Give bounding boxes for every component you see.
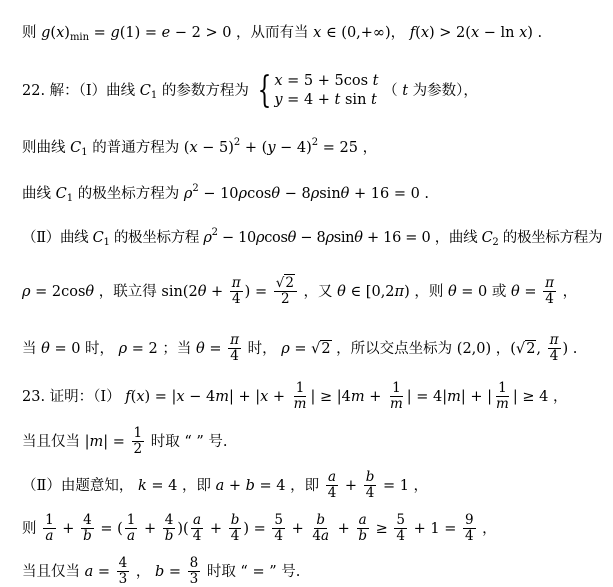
text-line-1 — [22, 24, 542, 47]
text-line-10 — [22, 470, 428, 501]
text-line-4 — [22, 180, 429, 208]
param-eq-1: x = 5 + 5cos t — [274, 73, 379, 89]
text-line-11 — [22, 513, 497, 544]
line-9-text: 当且仅当 |m| = $\frac{1}{2}$ 时取 “ ” 号. — [22, 425, 228, 457]
line-12-text: 当且仅当 a = $\frac{4}{3}$ ， b = $\frac{8}{3}$ 时取 “ = ” 号. — [22, 555, 301, 587]
line-11-text: 则 $\frac{1}{a}$ + $\frac{4}{b}$ = ( $\frac{1}{a}$ + $\frac{4}{b}$ )( $\frac{a}{4}$ + $\frac{b}{4}$ ) = $\frac{5}{4}$ + $\frac{b}{4a}$ + $\frac{a}{b}$ ≥ $\frac{5}{4}$ + 1 = $\frac{9}{4}$ ， — [22, 512, 497, 544]
text-line-3 — [22, 134, 377, 162]
line-4-text: 曲线 $C_1$ 的极坐标方程为 $\rho^2 - 10\rho\cos\theta - 8\rho\sin\theta + 16 = 0$ . — [22, 183, 430, 204]
text-line-12 — [22, 556, 300, 587]
line-2-prefix: 22. 解：（Ⅰ）曲线 $C_1$ 的参数方程为 — [22, 83, 249, 101]
text-line-5 — [22, 224, 602, 252]
text-line-6 — [22, 276, 577, 307]
text-line-7 — [22, 333, 577, 364]
parametric-system: { x = 5 + 5cos t y = 4 + t sin t — [258, 70, 379, 111]
param-eq-2: y = 4 + t sin t — [274, 92, 377, 108]
line-7-text: 当 θ = 0 时， ρ = 2 ；当 θ = $\frac{\pi}{4}$ 时， ρ = √2 ，所以交点坐标为 (2,0) ，(√2, $\frac{\pi}{4}$ ) . — [22, 332, 578, 364]
line-3-text: 则曲线 $C_1$ 的普通方程为 $(x - 5)^2 + (y - 4)^2 = 25$ ， — [22, 137, 378, 158]
text-line-8 — [22, 381, 567, 412]
line-10-text: （Ⅱ）由题意知， k = 4 ，即 a + b = 4 ，即 $\frac{a}{4}$ + $\frac{b}{4}$ = 1 ， — [22, 469, 429, 501]
text-line-2 — [22, 72, 478, 110]
text-line-9 — [22, 426, 227, 457]
line-1-text: 则 $g(x)_{min} = g(1) = e - 2 > 0$ ，从而有当 x ∈ (0,+∞)， f(x) > 2(x − ln x) . — [22, 25, 543, 43]
line-8-text: 23. 证明：（Ⅰ） f(x) = |x − 4m| + |x + $\frac{1}{m}$ | ≥ |4m + $\frac{1}{m}$ | = 4|m| + | $\frac{1}{m}$ | ≥ 4 ， — [22, 380, 568, 412]
line-5-text: （Ⅱ）曲线 $C_1$ 的极坐标方程 $\rho^2 - 10\rho\cos\theta - 8\rho\sin\theta + 16 = 0$ ，曲线 $C_2$ 的极坐标方程为 — [22, 227, 603, 248]
line-2-suffix: （ t 为参数）， — [383, 83, 478, 99]
line-6-text: ρ = 2cosθ ，联立得 sin(2θ + $\frac{\pi}{4}$ ) = $\frac{√2}{2}$ ，又 θ ∈ [0,2π) ，则 θ = 0 或 θ = $\frac{\pi}{4}$ ， — [22, 275, 578, 307]
